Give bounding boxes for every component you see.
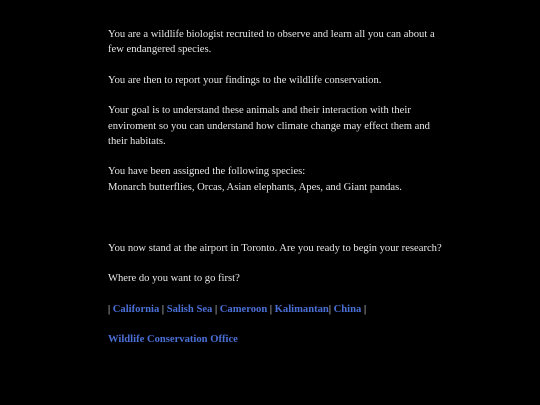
separator: | xyxy=(361,303,367,315)
intro-paragraph-2: You are then to report your findings to the wildlife conservation. xyxy=(108,74,382,86)
species-list: Monarch butterflies, Orcas, Asian elephants, Apes, and Giant pandas. xyxy=(108,181,402,193)
separator: | xyxy=(212,303,220,315)
destination-question: Where do you want to go first? xyxy=(108,273,240,285)
assigned-species-paragraph xyxy=(108,164,448,195)
intro-paragraph-3: Your goal is to understand these animals and their interaction with their enviroment so you can understand how climate change may effect them and their habitats. xyxy=(108,105,430,147)
link-cameroon[interactable]: Cameroon xyxy=(219,303,268,315)
destination-links xyxy=(108,302,448,317)
link-china[interactable]: China xyxy=(333,303,362,315)
separator: | xyxy=(159,303,167,315)
link-california[interactable]: California xyxy=(112,303,160,315)
link-salish-sea[interactable]: Salish Sea xyxy=(166,303,213,315)
intro-paragraph-1: You are a wildlife biologist recruited to observe and learn all you can about a few endangered species. xyxy=(108,29,435,56)
link-wildlife-conservation-office[interactable]: Wildlife Conservation Office xyxy=(108,334,238,346)
separator: | xyxy=(328,303,334,315)
office-link-row xyxy=(108,332,448,347)
assigned-species-heading: You have been assigned the following species: xyxy=(108,166,306,178)
story-passage xyxy=(108,27,448,363)
separator: | xyxy=(267,303,275,315)
separator: | xyxy=(108,303,113,315)
link-kalimantan[interactable]: Kalimantan xyxy=(274,303,329,315)
spacer xyxy=(108,210,448,241)
airport-paragraph: You now stand at the airport in Toronto. Are you ready to begin your research? xyxy=(108,242,442,254)
